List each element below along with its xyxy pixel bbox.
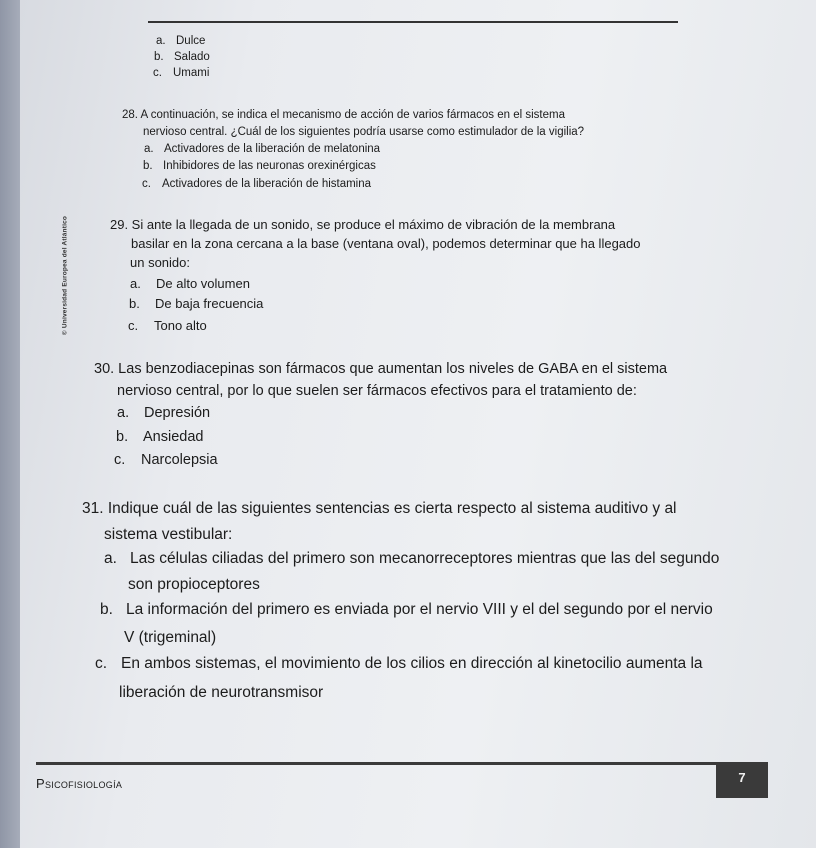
page-number: 7 <box>738 770 746 785</box>
option-text: Tono alto <box>154 318 207 333</box>
q28-option-b <box>143 160 376 172</box>
option-text: De baja frecuencia <box>155 296 264 311</box>
option-letter: c. <box>114 452 126 468</box>
option-text: Umami <box>173 67 210 79</box>
q29-option-a <box>130 276 250 291</box>
option-letter: b. <box>129 296 140 311</box>
option-text: Activadores de la liberación de melatonina <box>164 143 381 155</box>
option-letter: b. <box>100 601 113 618</box>
option-text: Las células ciliadas del primero son mecanorreceptores mientras que las del segundo <box>130 550 720 567</box>
q30-stem-line1: 30. Las benzodiacepinas son fármacos que aumentan los niveles de GABA en el sistema <box>94 361 668 377</box>
q30-option-c <box>114 452 218 468</box>
q29-stem-line3: un sonido: <box>130 255 190 270</box>
option-text: La información del primero es enviada por el nervio VIII y el del segundo por el nervio <box>126 601 713 618</box>
q29-option-c <box>128 318 207 333</box>
option-letter: c. <box>128 318 139 333</box>
option-text: Inhibidores de las neuronas orexinérgicas <box>163 160 376 172</box>
q31-stem-line2: sistema vestibular: <box>104 526 233 543</box>
option-text: Dulce <box>176 35 206 47</box>
option-letter: c. <box>142 178 151 190</box>
option-letter: a. <box>130 276 141 291</box>
q27-option-c <box>153 67 209 79</box>
q29-stem-line2: basilar en la zona cercana a la base (ventana oval), podemos determinar que ha llegado <box>131 236 641 251</box>
top-rule <box>148 21 678 23</box>
option-text: Ansiedad <box>143 429 204 445</box>
option-text: Salado <box>174 51 210 63</box>
q31-stem-line1: 31. Indique cuál de las siguientes sentencias es cierta respecto al sistema auditivo y al <box>82 500 677 517</box>
option-text: Depresión <box>144 405 211 421</box>
option-text: Narcolepsia <box>141 452 218 468</box>
q30-option-b <box>116 429 203 445</box>
option-text: En ambos sistemas, el movimiento de los cilios en dirección al kinetocilio aumenta la <box>121 655 703 672</box>
option-letter: a. <box>117 405 130 421</box>
footer-rule <box>36 762 768 765</box>
q30-stem-line2: nervioso central, por lo que suelen ser fármacos efectivos para el tratamiento de: <box>117 383 637 399</box>
option-letter: c. <box>153 67 162 79</box>
q28-option-a <box>144 143 380 155</box>
option-letter: b. <box>116 429 129 445</box>
q28-stem-line1: 28. A continuación, se indica el mecanismo de acción de varios fármacos en el sistema <box>122 109 565 121</box>
option-letter: b. <box>154 51 164 63</box>
option-letter: a. <box>144 143 154 155</box>
option-letter: b. <box>143 160 153 172</box>
option-letter: a. <box>104 550 117 567</box>
option-text: Activadores de la liberación de histamina <box>162 178 372 190</box>
q29-stem-line1: 29. Si ante la llegada de un sonido, se produce el máximo de vibración de la membrana <box>110 217 616 232</box>
q30-option-a <box>117 405 210 421</box>
q31-option-b <box>100 601 713 619</box>
q31-option-c <box>95 655 703 673</box>
q29-option-b <box>129 296 263 311</box>
footer-course-title: Psicofisiología <box>36 776 123 791</box>
side-copyright-mark <box>52 215 68 345</box>
q28-stem-line2: nervioso central. ¿Cuál de los siguientes podría usarse como estimulador de la vigilia? <box>143 126 585 138</box>
q31-option-a-cont: son propioceptores <box>128 576 260 593</box>
q27-option-a <box>156 35 205 47</box>
q27-option-b <box>154 51 210 63</box>
q31-option-c-cont: liberación de neurotransmisor <box>119 684 324 701</box>
option-letter: a. <box>156 35 166 47</box>
q28-option-c <box>142 178 371 190</box>
side-copyright-text: © Universidad Europea del Atlántico <box>61 215 69 336</box>
q31-option-a <box>104 550 719 568</box>
q31-option-b-cont: V (trigeminal) <box>124 629 217 646</box>
option-text: De alto volumen <box>156 276 250 291</box>
option-letter: c. <box>95 655 108 672</box>
